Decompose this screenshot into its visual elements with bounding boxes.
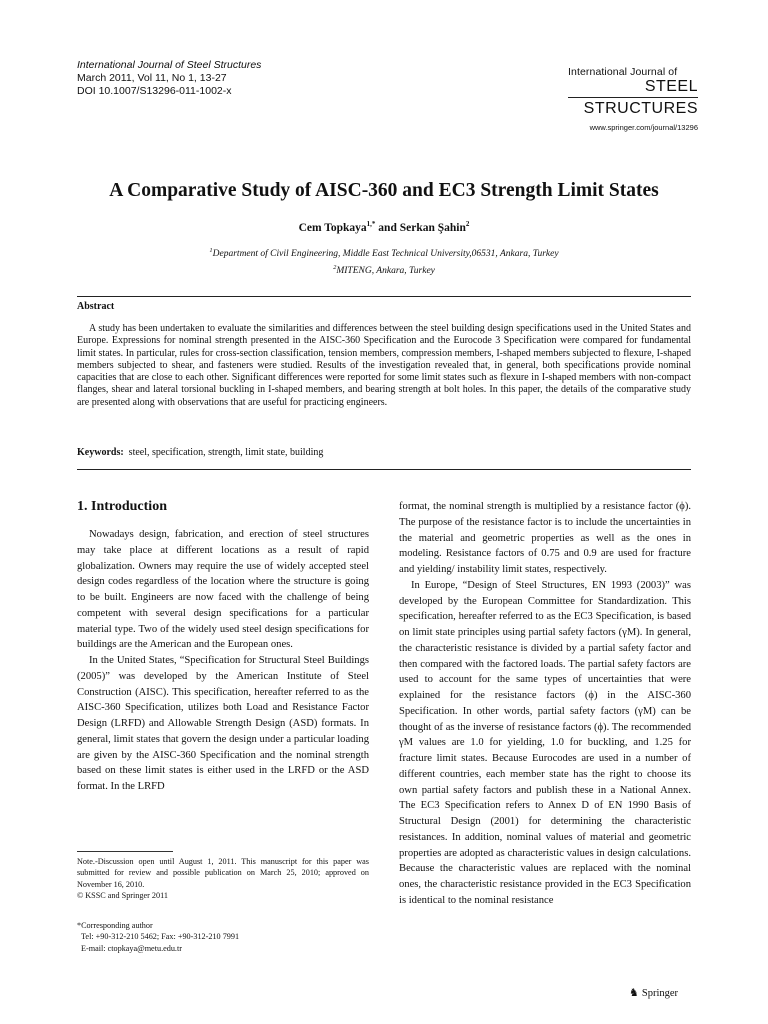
corresponding-author xyxy=(77,920,369,954)
keywords-text: steel, specification, strength, limit state, building xyxy=(128,447,324,458)
author-conjunction: and xyxy=(375,221,400,234)
journal-name: International Journal of Steel Structures xyxy=(77,59,262,71)
journal-logo xyxy=(568,66,698,132)
contact-email[interactable]: E-mail: ctopkaya@metu.edu.tr xyxy=(81,943,182,953)
divider-top xyxy=(77,296,691,297)
divider-bottom xyxy=(77,469,691,470)
journal-doi: DOI 10.1007/S13296-011-1002-x xyxy=(77,85,232,97)
affiliation-mark: 2 xyxy=(333,264,337,272)
affiliation-mark: 1 xyxy=(209,247,213,254)
abstract-heading: Abstract xyxy=(77,301,115,312)
body-paragraph: In the United States, “Specification for Structural Steel Buildings (2005)” was developed by the American Institute of Steel Construction (AISC). This specification, hereafter referred to as the AISC-360 Specification, utilizes both Load and Resistance Factor Design (LRFD) and Allowable Strength Design (ASD) formats. In general, limit states that govern the design under a particular loading are given by the AISC-360 Specification and the nominal strength based on these limit states is either used in the LRFD or the ASD format. In the LRFD xyxy=(77,655,369,792)
publisher-name: Springer xyxy=(641,988,679,999)
abstract-body: A study has been undertaken to evaluate the similarities and differences between the steel building design specifications used in the United States and Europe. Expressions for nominal strength presented in the AISC-360 Specification and the Eurocode 3 Specification were compared for fundamental limit states. In particular, rules for cross-section classification, tension members, compression members, I-shaped members subjected to flexure, I-shaped members subjected to shear, and fasteners were studied. Results of the investigation revealed that, in general, both specifications provide nominal capacities that are close to each other. Significant differences were reported for some limit states such as flexure in I-shaped members with non-compact flanges, shear and lateral torsional buckling in I-shaped members, and bearing strength at bolt holes. In this paper, the details of the comparative study are presented along with observations that are useful for practicing engineers. xyxy=(77,323,691,408)
author-list xyxy=(0,220,768,234)
logo-line-3: STRUCTURES xyxy=(583,100,698,117)
keywords xyxy=(77,447,323,458)
author-name: Serkan Şahin xyxy=(399,221,466,234)
logo-rule xyxy=(568,97,698,98)
affiliations xyxy=(0,244,768,278)
journal-url[interactable]: www.springer.com/journal/13296 xyxy=(589,123,698,132)
author-affiliation-mark: 2 xyxy=(465,220,470,228)
publisher-logo xyxy=(629,986,678,999)
journal-meta xyxy=(77,59,261,98)
author-name: Cem Topkaya xyxy=(298,221,367,234)
body-paragraph: Nowadays design, fabrication, and erection of steel structures may take place at different locations as a result of rapid globalization. Owners may require the use of widely accepted steel design codes regardless of the location where the structure is going to be built. Engineers are now faced with the challenge of being competent with several design specifications for a particular material type. Two of the widely used steel design specifications for buildings are the American and the European ones. xyxy=(77,529,369,651)
logo-line-2: STEEL xyxy=(644,78,698,95)
section-heading: 1. Introduction xyxy=(77,499,167,514)
journal-issue: March 2011, Vol 11, No 1, 13-27 xyxy=(77,72,227,84)
body-paragraph: format, the nominal strength is multiplied by a resistance factor (ϕ). The purpose of the resistance factor is to include the uncertainties in the material and geometric properties as well as the ones in modeling. Resistance factors of 0.75 and 0.9 are used for fracture and yielding/ instability limit states, respectively. xyxy=(399,501,691,575)
paper-title: A Comparative Study of AISC-360 and EC3 Strength Limit States xyxy=(109,180,659,201)
keywords-label: Keywords: xyxy=(77,447,124,458)
springer-horse-icon: ♞ xyxy=(629,987,639,999)
contact-phone: Tel: +90-312-210 5462; Fax: +90-312-210 7991 xyxy=(81,932,240,942)
corresponding-label: *Corresponding author xyxy=(77,921,153,930)
logo-line-1: International Journal of xyxy=(568,66,678,78)
affiliation-2: MITENG, Ankara, Turkey xyxy=(336,266,435,277)
submission-note: Note.-Discussion open until August 1, 2011. This manuscript for this paper was submitted for review and possible publication on March 25, 2010; approved on November 16, 2010. xyxy=(77,857,369,889)
footnote-note xyxy=(77,856,369,901)
author-affiliation-mark: 1,* xyxy=(366,220,376,228)
right-column xyxy=(399,499,691,909)
footnote-divider xyxy=(77,851,173,852)
body-paragraph: In Europe, “Design of Steel Structures, EN 1993 (2003)” was developed by the European Committee for Standardization. This specification, hereafter referred to as the EC3 Specification, is based on limit state principles using partial safety factors (γM). In general, the characteristic resistance is divided by a partial safety factor and then compared with the factored loads. The partial safety factors are used to account for the same types of uncertainties that were explained for the resistance factors (ϕ) in the AISC-360 Specification. In other words, partial safety factors (γM) can be thought of as the inverse of resistance factors (ϕ). The recommended γM values are 1.0 for yielding, 1.0 for buckling, and 1.25 for fracture limit states. Because Eurocodes are used in a number of different countries, each member state has the right to choose its own partial safety factors and publish these in a National Annex. The EC3 Specification refers to Annex D of EN 1990 Basis of Structural Design (2001) for determining the characteristic resistances. In addition, nominal values of material and geometric properties are adopted as characteristic values in design calculations. Because the characteristic values are replaced with the nominal ones, the characteristic resistance provided in the EC3 Specification is identical to the nominal resistance xyxy=(399,579,691,906)
copyright: © KSSC and Springer 2011 xyxy=(77,890,168,900)
affiliation-1: Department of Civil Engineering, Middle East Technical University,06531, Ankara, Turkey xyxy=(212,249,559,260)
left-column xyxy=(77,527,369,795)
